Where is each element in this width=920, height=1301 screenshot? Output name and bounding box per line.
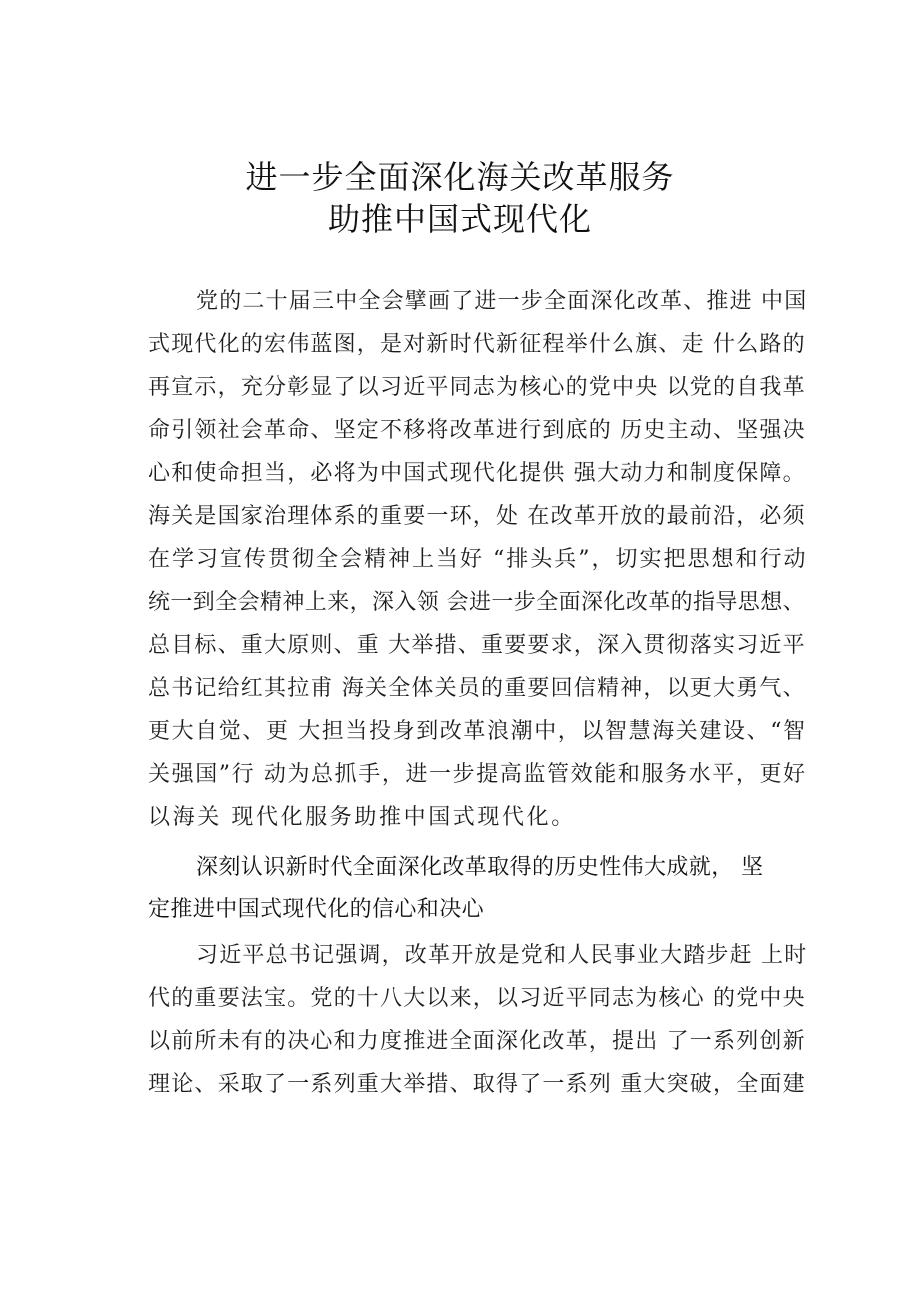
paragraph-line: 总书记给红其拉甫 海关全体关员的重要回信精神，以更大勇气、 xyxy=(148,676,806,701)
paragraph-line: 更大自觉、更 大担当投身到改革浪潮中，以智慧海关建设、“智 xyxy=(148,719,807,744)
paragraph-line: 总目标、重大原则、重 大举措、重要要求，深入贯彻落实习近平 xyxy=(148,633,806,658)
document-title-line-2: 助推中国式现代化 xyxy=(327,200,592,238)
paragraph-line: 习近平总书记强调，改革开放是党和人民事业大踏步赶 上时 xyxy=(196,943,808,968)
paragraph-line: 在学习宣传贯彻全会精神上当好 “排头兵”，切实把思想和行动 xyxy=(148,547,808,572)
paragraph-line: 关强国”行 动为总抓手，进一步提高监管效能和服务水平，更好 xyxy=(148,762,807,787)
paragraph-line: 理论、采取了一系列重大举措、取得了一系列 重大突破，全面建 xyxy=(148,1072,806,1097)
paragraph-line: 命引领社会革命、坚定不移将改革进行到底的 历史主动、坚强决 xyxy=(148,418,806,443)
paragraph-line: 再宣示，充分彰显了以习近平同志为核心的党中央 以党的自我革 xyxy=(148,375,806,400)
section-heading-line-2: 定推进中国式现代化的信心和决心 xyxy=(148,897,485,922)
paragraph-line: 党的二十届三中全会擘画了进一步全面深化改革、推进 中国 xyxy=(196,289,808,314)
paragraph-line: 海关是国家治理体系的重要一环，处 在改革开放的最前沿，必须 xyxy=(148,504,806,529)
document-title-line-1: 进一步全面深化海关改革服务 xyxy=(245,158,675,196)
paragraph-line: 统一到全会精神上来，深入领 会进一步全面深化改革的指导思想、 xyxy=(148,590,805,615)
paragraph-line: 以海关 现代化服务助推中国式现代化。 xyxy=(148,805,576,830)
section-heading-line-1: 深刻认识新时代全面深化改革取得的历史性伟大成就， 坚 xyxy=(196,855,764,880)
paragraph-line: 心和使命担当，必将为中国式现代化提供 强大动力和制度保障。 xyxy=(148,461,806,486)
paragraph-line: 代的重要法宝。党的十八大以来，以习近平同志为核心 的党中央 xyxy=(148,986,806,1011)
paragraph-line: 式现代化的宏伟蓝图，是对新时代新征程举什么旗、走 什么路的 xyxy=(148,332,806,357)
paragraph-line: 以前所未有的决心和力度推进全面深化改革，提出 了一系列创新 xyxy=(148,1029,806,1054)
